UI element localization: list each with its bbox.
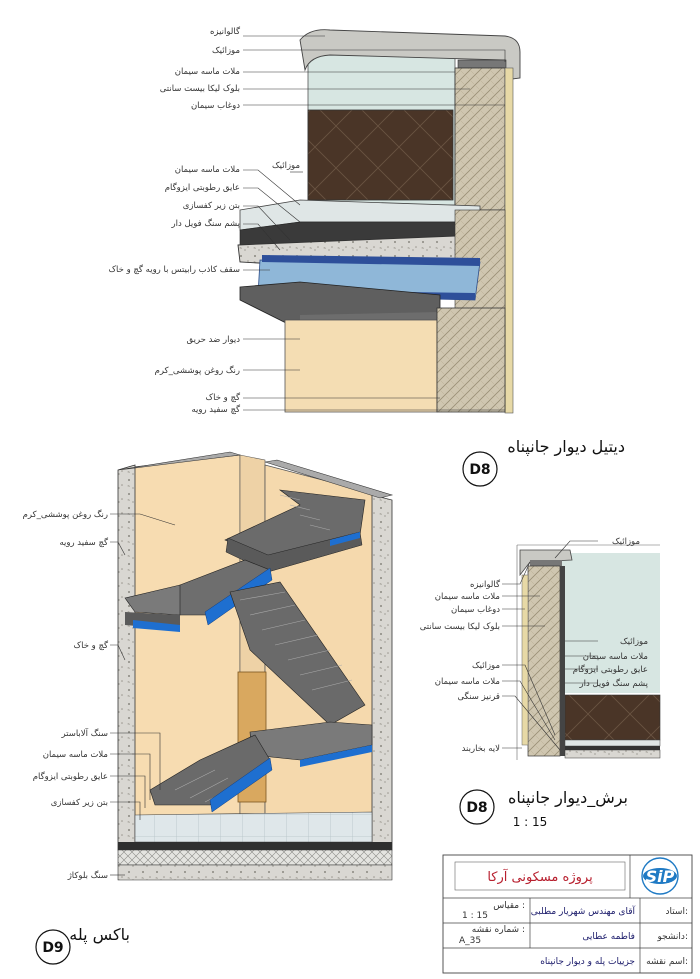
scale-value: 1 : 15 bbox=[462, 911, 488, 921]
label-block: بلوک لیکا بیست سانتی bbox=[159, 84, 240, 94]
detail-a-title bbox=[463, 437, 625, 486]
b-label-mortar-r: ملات ماسه سیمان bbox=[582, 652, 648, 662]
detail-b-title-text: برش_دیوار جانپناه bbox=[507, 788, 628, 807]
b-label-galvanized: گالوانیزه bbox=[469, 580, 500, 590]
b-label-mortar-l: ملات ماسه سیمان bbox=[434, 677, 500, 687]
logo: SiP bbox=[645, 867, 675, 886]
sheet-value: A_35 bbox=[458, 936, 482, 946]
b-label-vapor: لایه بخاربند bbox=[461, 744, 500, 754]
c-label-mortar: ملات ماسه سیمان bbox=[42, 750, 108, 760]
label-galvanized: گالوانیزه bbox=[209, 27, 240, 37]
c-label-paint: رنگ روغن پوششی_کرم bbox=[22, 510, 108, 520]
detail-c-title bbox=[36, 925, 130, 964]
b-label-foam-r: پشم سنگ فویل دار bbox=[579, 679, 648, 689]
b-label-stone-plinth: قرنیز سنگی bbox=[457, 692, 500, 702]
detail-c-title-text: باکس پله bbox=[69, 925, 130, 944]
b-label-block: بلوک لیکا بیست سانتی bbox=[419, 622, 500, 632]
b-label-mosaic-r: موزائیک bbox=[620, 637, 648, 647]
detail-a-title-text: دیتیل دیوار جانپناه bbox=[507, 437, 625, 456]
map-name: جزییات پله و دیوار جانپناه bbox=[540, 957, 635, 967]
label-screed: بتن زیر کفسازی bbox=[182, 201, 240, 211]
b-label-mortar: ملات ماسه سیمان bbox=[434, 592, 500, 602]
student-name: فاطمه عطایی bbox=[582, 932, 635, 942]
label-foam: پشم سنگ فویل دار bbox=[171, 219, 240, 229]
c-label-hollow-stone: سنگ بلوکاژ bbox=[67, 871, 108, 881]
detail-b-scale: 1 : 15 bbox=[512, 815, 548, 829]
detail-c-labels bbox=[23, 509, 109, 881]
b-label-isogam-r: عایق رطوبتی ایزوگام bbox=[572, 665, 648, 675]
detail-a-code: D8 bbox=[469, 462, 491, 478]
scale-label: مقیاس : bbox=[493, 901, 525, 911]
c-label-isogam: عایق رطوبتی ایزوگام bbox=[32, 772, 108, 782]
b-label-mosaic-top: موزائیک bbox=[612, 537, 640, 547]
student-label: دانشجو: bbox=[657, 932, 688, 942]
label-white-plaster: گچ سفید رویه bbox=[191, 405, 240, 415]
detail-c-stair-box-3d bbox=[118, 452, 392, 880]
c-label-alabaster: سنگ آلاباستر bbox=[61, 729, 108, 739]
c-label-white-plaster: گچ سفید رویه bbox=[59, 538, 108, 548]
label-firewall: دیوار ضد حریق bbox=[186, 335, 240, 345]
detail-c-code: D9 bbox=[42, 940, 64, 956]
title-block bbox=[443, 855, 692, 973]
b-label-render: دوغاب سیمان bbox=[450, 605, 500, 615]
label-isogam: عایق رطوبتی ایزوگام bbox=[164, 183, 240, 193]
project-name: پروژه مسکونی آرکا bbox=[487, 870, 593, 885]
detail-b-code: D8 bbox=[466, 800, 488, 816]
c-label-screed: بتن زیر کفسازی bbox=[50, 798, 108, 808]
c-label-plaster: گچ و خاک bbox=[73, 641, 108, 651]
label-mosaic-right: موزائیک bbox=[272, 161, 300, 171]
label-mortar: ملات ماسه سیمان bbox=[174, 165, 240, 175]
sheet-label: شماره نقشه : bbox=[471, 925, 525, 935]
detail-b-title bbox=[460, 788, 628, 829]
b-label-mosaic-l: موزائیک bbox=[472, 661, 500, 671]
map-name-label: اسم نقشه: bbox=[646, 957, 688, 967]
label-render: دوغاب سیمان bbox=[190, 101, 240, 111]
professor-label: استاد: bbox=[665, 907, 688, 917]
detail-a-parapet-3d bbox=[238, 30, 520, 413]
label-ceiling: سقف کاذب رابیتس با رویه گچ و خاک bbox=[108, 265, 240, 275]
label-mortar-top: ملات ماسه سیمان bbox=[174, 67, 240, 77]
label-mosaic-top: موزائیک bbox=[212, 46, 240, 56]
label-paint: رنگ روغن پوششی_کرم bbox=[154, 366, 240, 376]
professor-name: آقای مهندس شهریار مطلبی bbox=[530, 907, 635, 917]
label-plaster: گچ و خاک bbox=[205, 393, 240, 403]
